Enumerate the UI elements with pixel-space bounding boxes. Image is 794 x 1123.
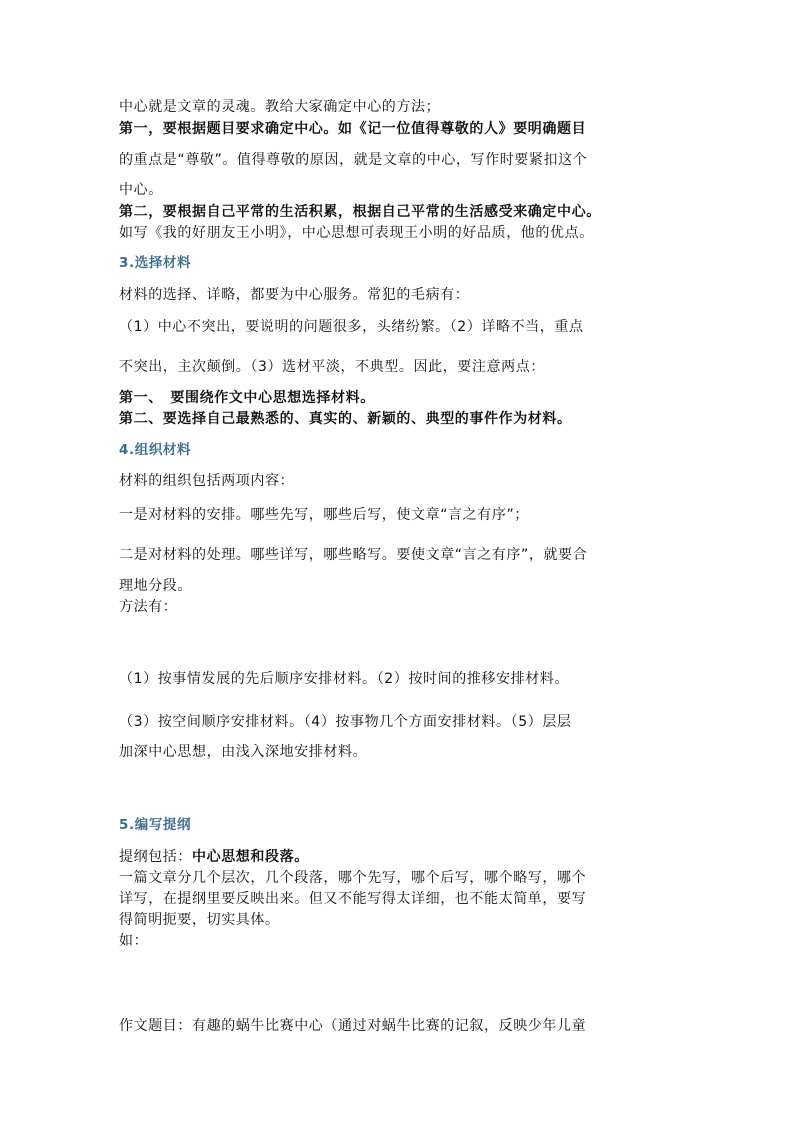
text-segment: 提纲包括： [119, 849, 192, 865]
section-heading: 5.编写提纲 [119, 817, 192, 833]
text-line: 如： [119, 933, 149, 949]
bold-text-segment: 中心思想和段落。 [192, 849, 309, 865]
text-line: 作文题目：有趣的蜗牛比赛中心（通过对蜗牛比赛的记叙，反映少年儿童 [119, 1018, 587, 1034]
section-heading: 3.选择材料 [119, 255, 192, 271]
text-line: 一篇文章分几个层次，几个段落，哪个先写，哪个后写，哪个略写，哪个 [119, 870, 587, 886]
text-line: 材料的组织包括两项内容： [119, 473, 295, 489]
section-heading: 4.组织材料 [119, 442, 192, 458]
text-line: 得简明扼要，切实具体。 [119, 912, 280, 928]
text-line: 第二，要根据自己平常的生活积累，根据自己平常的生活感受来确定中心。 [119, 204, 601, 220]
text-line [119, 848, 309, 866]
text-line: 详写，在提纲里要反映出来。但又不能写得太详细，也不能太简单，要写 [119, 891, 587, 907]
text-line: 中心。 [119, 182, 163, 198]
text-line: 第二、要选择自己最熟悉的、真实的、新颖的、典型的事件作为材料。 [119, 411, 572, 427]
text-line: 方法有： [119, 599, 178, 615]
text-line: 理地分段。 [119, 578, 192, 594]
text-line: 加深中心思想，由浅入深地安排材料。 [119, 744, 368, 760]
text-line: 材料的选择、详略，都要为中心服务。常犯的毛病有： [119, 287, 470, 303]
text-line: （3）按空间顺序安排材料。（4）按事物几个方面安排材料。（5）层层 [119, 714, 572, 730]
text-line: 一是对材料的安排。哪些先写，哪些后写，使文章“言之有序”； [119, 507, 529, 523]
text-line: 第一、 要围绕作文中心思想选择材料。 [119, 390, 375, 406]
text-line: 二是对材料的处理。哪些详写，哪些略写。要使文章“言之有序”，就要合 [119, 547, 588, 563]
text-line: （1）中心不突出，要说明的问题很多，头绪纷繁。（2）详略不当，重点 [119, 319, 584, 335]
text-line: 的重点是“尊敬”。值得尊敬的原因，就是文章的中心，写作时要紧扣这个 [119, 152, 588, 168]
text-line: 不突出，主次颠倒。（3）选材平淡，不典型。因此，要注意两点： [119, 359, 545, 375]
text-line: 第一，要根据题目要求确定中心。如《记一位值得尊敬的人》要明确题目 [119, 121, 587, 137]
text-line: 如写《我的好朋友王小明》，中心思想可表现王小明的好品质，他的优点。 [119, 225, 594, 241]
text-line: （1）按事情发展的先后顺序安排材料。（2）按时间的推移安排材料。 [119, 671, 570, 687]
text-line: 中心就是文章的灵魂。教给大家确定中心的方法； [119, 99, 441, 115]
